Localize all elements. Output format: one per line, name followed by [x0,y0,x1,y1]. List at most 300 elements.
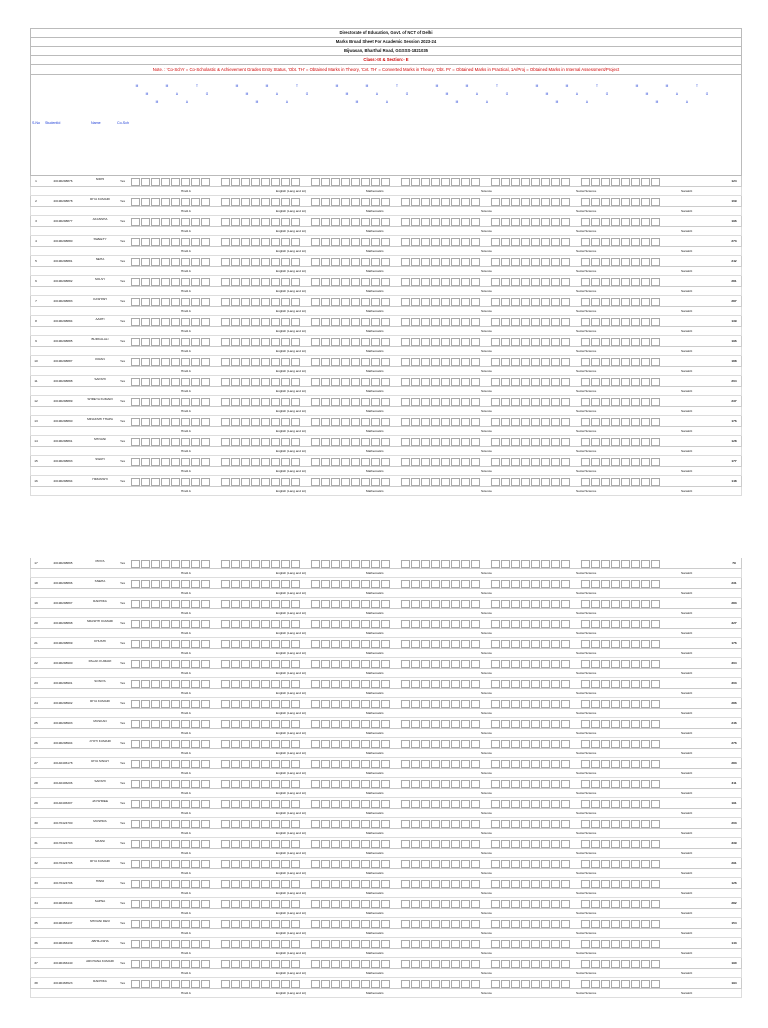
mark-cell [551,800,560,808]
mark-cell [601,660,610,668]
mark-cell [631,740,640,748]
mark-cell [551,198,560,206]
mark-cell [511,780,520,788]
mark-cell [421,580,430,588]
subject-label-row [30,689,742,698]
mark-cell [551,680,560,688]
mark-cell [191,960,200,968]
mark-cell [191,338,200,346]
mark-cell [631,560,640,568]
cosch-status: Yes [119,299,126,303]
mark-cell [151,920,160,928]
table-row [30,918,742,929]
student-name: SWATI [95,457,105,461]
subject-label: Sanskrit [681,409,693,413]
mark-cell [641,178,650,186]
total-marks: 194 [731,981,737,985]
serial-number: 38 [34,981,38,985]
mark-cell [141,720,150,728]
mark-cell [221,840,230,848]
total-marks: 128 [731,439,737,443]
mark-cell [501,920,510,928]
mark-cell [581,398,590,406]
subject-label: Science [481,611,493,615]
mark-cell [611,580,620,588]
mark-cell [461,900,470,908]
subject-label: Mathematics [366,711,384,715]
mark-cell [371,600,380,608]
serial-number: 2 [35,199,37,203]
mark-cell [311,418,320,426]
mark-cell [511,640,520,648]
mark-cell [461,258,470,266]
mark-cell [411,920,420,928]
mark-cell [131,378,140,386]
mark-cell [561,258,570,266]
mark-cell [511,258,520,266]
cosch-status: Yes [119,741,126,745]
student-id: 20190298887 [53,359,73,363]
mark-cell [171,660,180,668]
serial-number: 25 [34,721,38,725]
mark-cell [531,600,540,608]
mark-cell [641,720,650,728]
mark-cell [511,218,520,226]
mark-cell [321,218,330,226]
mark-cell [201,398,210,406]
mark-cell [161,258,170,266]
subject-label: Science [481,771,493,775]
mark-cell [601,940,610,948]
student-id: 20190298894 [53,479,73,483]
mark-cell [621,278,630,286]
subject-label: Mathematics [366,591,384,595]
mark-cell [271,178,280,186]
mark-cell [281,458,290,466]
mark-cell [561,278,570,286]
mark-cell [541,760,550,768]
mark-cell [131,438,140,446]
subject-label-row [30,789,742,798]
mark-cell [331,198,340,206]
mark-cell [321,298,330,306]
mark-cell [171,940,180,948]
mark-cell [221,660,230,668]
subject-label: Social Science [576,389,597,393]
subject-label: English (Lang and Lit) [276,489,307,493]
mark-cell [151,338,160,346]
mark-cell [261,980,270,988]
student-id: 20190298877 [53,219,73,223]
mark-cell [221,318,230,326]
mark-cell [431,940,440,948]
mark-cell [141,700,150,708]
mark-cell [151,238,160,246]
mark-cell [131,278,140,286]
mark-cell [621,940,630,948]
mark-cell [141,680,150,688]
mark-cell [411,478,420,486]
mark-cell [601,258,610,266]
mark-cell [171,620,180,628]
vertical-header-letter: A [585,100,589,104]
mark-cell [641,940,650,948]
mark-cell [621,378,630,386]
mark-cell [311,458,320,466]
mark-cell [431,860,440,868]
mark-cell [131,720,140,728]
mark-cell [411,600,420,608]
mark-cell [171,920,180,928]
mark-cell [161,700,170,708]
mark-cell [191,218,200,226]
mark-cell [511,980,520,988]
mark-cell [561,398,570,406]
mark-cell [241,438,250,446]
mark-cell [631,840,640,848]
mark-cell [321,458,330,466]
mark-cell [131,860,140,868]
subject-label-row [30,407,742,416]
mark-cell [331,418,340,426]
total-marks: 273 [731,239,737,243]
mark-cell [631,960,640,968]
mark-cell [641,238,650,246]
mark-cell [261,960,270,968]
mark-cell [381,338,390,346]
mark-cell [451,438,460,446]
serial-number: 5 [35,259,37,263]
mark-cell [161,198,170,206]
mark-cell [141,880,150,888]
subject-label: Hindi A [181,469,191,473]
mark-cell [281,418,290,426]
mark-cell [351,338,360,346]
subject-label: Sanskrit [681,771,693,775]
mark-cell [341,298,350,306]
mark-cell [611,900,620,908]
mark-cell [131,840,140,848]
mark-cell [331,880,340,888]
mark-cell [631,900,640,908]
cosch-status: Yes [119,981,126,985]
mark-cell [241,458,250,466]
mark-cell [271,198,280,206]
mark-cell [371,278,380,286]
vertical-header-letter: A [685,100,689,104]
mark-cell [331,700,340,708]
mark-cell [461,398,470,406]
mark-cell [451,178,460,186]
mark-cell [251,278,260,286]
mark-cell [611,418,620,426]
mark-cell [561,840,570,848]
student-id: 20140406178 [53,761,73,765]
vertical-header-letter: M [545,92,549,96]
mark-cell [541,358,550,366]
mark-cell [581,238,590,246]
subject-label: Mathematics [366,349,384,353]
mark-cell [241,298,250,306]
mark-cell [151,600,160,608]
subject-label: Hindi A [181,791,191,795]
subject-label: Social Science [576,289,597,293]
mark-cell [361,458,370,466]
mark-cell [181,198,190,206]
mark-cell [381,458,390,466]
mark-cell [531,840,540,848]
serial-number: 7 [35,299,37,303]
mark-cell [441,740,450,748]
mark-cell [151,580,160,588]
mark-cell [341,318,350,326]
mark-cell [311,358,320,366]
mark-cell [551,740,560,748]
vertical-header-letter: A [475,92,479,96]
subject-label: Science [481,449,493,453]
mark-cell [471,418,480,426]
subject-label: English (Lang and Lit) [276,871,307,875]
mark-cell [461,238,470,246]
mark-cell [221,398,230,406]
serial-number: 10 [34,359,38,363]
mark-cell [411,940,420,948]
mark-cell [261,178,270,186]
mark-cell [231,900,240,908]
mark-cell [541,458,550,466]
mark-cell [221,600,230,608]
mark-cell [421,318,430,326]
mark-cell [451,740,460,748]
mark-cell [331,218,340,226]
mark-cell [471,900,480,908]
mark-cell [161,820,170,828]
mark-cell [131,620,140,628]
mark-cell [151,880,160,888]
mark-cell [541,700,550,708]
subject-label-row [30,729,742,738]
mark-cell [361,238,370,246]
mark-cell [541,900,550,908]
mark-cell [161,580,170,588]
mark-cell [591,560,600,568]
serial-number: 17 [34,561,38,565]
cosch-status: Yes [119,821,126,825]
mark-cell [131,960,140,968]
mark-cell [591,378,600,386]
mark-cell [471,640,480,648]
mark-cell [511,800,520,808]
mark-cell [501,860,510,868]
mark-cell [281,760,290,768]
mark-cell [521,780,530,788]
mark-cell [351,860,360,868]
mark-cell [591,418,600,426]
mark-cell [371,700,380,708]
subject-label: Social Science [576,409,597,413]
broadsheet-page-1 [30,28,742,544]
mark-cell [441,580,450,588]
mark-cell [131,980,140,988]
mark-cell [181,298,190,306]
mark-cell [261,900,270,908]
subject-label-row [30,569,742,578]
subject-label: Social Science [576,671,597,675]
subject-label: Mathematics [366,329,384,333]
mark-cell [541,580,550,588]
mark-cell [381,760,390,768]
vertical-header-letter: G [205,92,209,96]
mark-cell [291,338,300,346]
mark-cell [491,980,500,988]
mark-cell [171,760,180,768]
vertical-header-letter: A [575,92,579,96]
mark-cell [451,880,460,888]
mark-cell [491,398,500,406]
mark-cell [601,840,610,848]
mark-cell [611,820,620,828]
student-id: 20190298878 [53,199,73,203]
mark-cell [311,278,320,286]
total-marks: 109 [731,199,737,203]
mark-cell [461,458,470,466]
mark-cell [491,860,500,868]
mark-cell [461,358,470,366]
subject-label: Sanskrit [681,571,693,575]
student-id: 20190298896 [53,581,73,585]
mark-cell [141,398,150,406]
mark-cell [461,338,470,346]
mark-cell [471,478,480,486]
mark-cell [551,258,560,266]
mark-cell [501,560,510,568]
mark-cell [181,880,190,888]
mark-cell [591,600,600,608]
mark-cell [361,960,370,968]
mark-cell [541,218,550,226]
mark-cell [241,920,250,928]
mark-cell [341,458,350,466]
mark-cell [131,780,140,788]
subject-label: English (Lang and Lit) [276,651,307,655]
subject-label: Sanskrit [681,289,693,293]
subject-label: Science [481,429,493,433]
subject-label: Hindi A [181,811,191,815]
mark-cell [471,720,480,728]
subject-label: Mathematics [366,851,384,855]
mark-cell [151,278,160,286]
mark-cell [331,800,340,808]
mark-cell [271,458,280,466]
mark-cell [461,580,470,588]
mark-cell [471,398,480,406]
mark-cell [381,860,390,868]
mark-cell [341,780,350,788]
mark-cell [551,298,560,306]
subject-label: Mathematics [366,911,384,915]
subject-label-row [30,909,742,918]
mark-cell [411,378,420,386]
mark-cell [251,298,260,306]
student-name: SHIVANI DEVI [89,919,111,923]
mark-cell [151,820,160,828]
mark-cell [271,700,280,708]
mark-cell [291,760,300,768]
mark-cell [451,620,460,628]
mark-cell [551,940,560,948]
mark-cell [631,218,640,226]
mark-cell [621,780,630,788]
mark-cell [191,980,200,988]
mark-cell [191,398,200,406]
mark-cell [611,560,620,568]
subject-label: Social Science [576,731,597,735]
serial-number: 21 [34,641,38,645]
mark-cell [581,720,590,728]
student-name: MANSI [95,839,105,843]
mark-cell [331,258,340,266]
total-marks: 231 [731,581,737,585]
subject-label: Science [481,711,493,715]
mark-cell [641,820,650,828]
mark-cell [501,438,510,446]
cosch-status: Yes [119,239,126,243]
vertical-header-letter: M [155,100,159,104]
mark-cell [311,478,320,486]
mark-cell [171,740,180,748]
mark-cell [291,580,300,588]
subject-label: Sanskrit [681,991,693,995]
mark-cell [461,560,470,568]
mark-cell [141,980,150,988]
mark-cell [401,238,410,246]
mark-cell [591,338,600,346]
mark-cell [261,478,270,486]
mark-cell [171,178,180,186]
mark-cell [641,680,650,688]
mark-cell [631,258,640,266]
student-name: AKANSHA [92,217,108,221]
table-row [30,216,742,227]
mark-cell [491,800,500,808]
mark-cell [531,318,540,326]
mark-cell [471,800,480,808]
mark-cell [241,398,250,406]
mark-cell [181,960,190,968]
mark-cell [291,218,300,226]
student-id: 20190298881 [53,259,73,263]
mark-cell [341,920,350,928]
subject-label: Sanskrit [681,711,693,715]
mark-cell [241,640,250,648]
mark-cell [241,800,250,808]
mark-cell [431,318,440,326]
mark-cell [131,478,140,486]
mark-cell [311,378,320,386]
mark-cell [191,278,200,286]
mark-cell [441,600,450,608]
total-marks: 287 [731,299,737,303]
mark-cell [191,660,200,668]
mark-cell [341,438,350,446]
mark-cell [491,318,500,326]
mark-cell [401,458,410,466]
mark-cell [191,880,200,888]
mark-cell [501,720,510,728]
mark-cell [131,398,140,406]
mark-cell [251,178,260,186]
mark-cell [421,880,430,888]
